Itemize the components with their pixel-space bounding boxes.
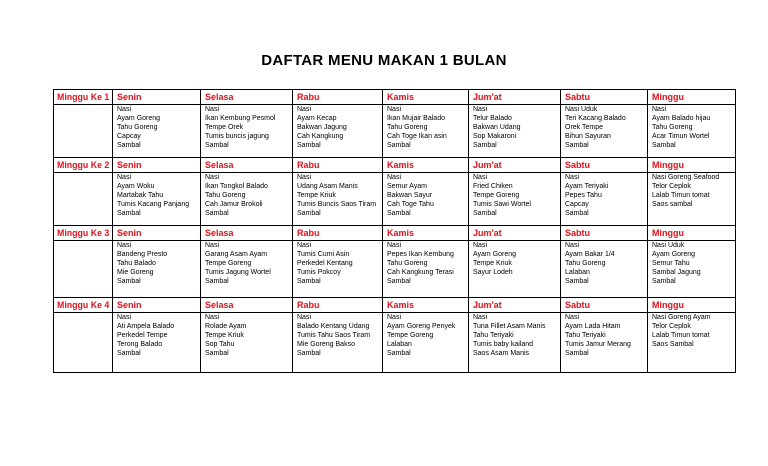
week-header-row — [54, 298, 736, 313]
menu-item: Cah Toge Ikan asin — [387, 132, 447, 140]
menu-item: Nasi Uduk — [652, 242, 685, 249]
menu-item: Sambal — [205, 141, 229, 149]
day-header: Rabu — [293, 226, 383, 241]
menu-cell — [383, 241, 469, 298]
menu-item: Telor Ceplok — [652, 322, 691, 330]
menu-item: Bakwan Udang — [473, 123, 521, 131]
menu-item: Sambal — [387, 141, 411, 149]
menu-item: Tahu Goreng — [387, 123, 428, 131]
menu-item: Tahu Goreng — [387, 259, 428, 267]
menu-item: Sop Makaroni — [473, 132, 517, 140]
menu-item: Sambal Jagung — [652, 268, 701, 276]
menu-item: Tahu Teriyaki — [473, 331, 514, 339]
menu-cell — [561, 105, 648, 158]
day-header: Sabtu — [561, 90, 648, 105]
menu-item: Tumis Kacang Panjang — [117, 200, 190, 208]
menu-item: Saos Asam Manis — [473, 349, 530, 357]
day-header: Jum'at — [469, 158, 561, 173]
menu-cell — [383, 313, 469, 373]
menu-item: Sambal — [117, 209, 141, 217]
menu-item: Ayam Goreng Penyek — [387, 322, 456, 330]
menu-item: Sambal — [117, 349, 141, 357]
menu-item: Sambal — [117, 141, 141, 149]
page-title: DAFTAR MENU MAKAN 1 BULAN — [261, 52, 507, 69]
menu-item: Sambal — [473, 209, 497, 217]
menu-item: Ayam Kecap — [297, 114, 337, 122]
menu-item: Capcay — [565, 200, 589, 208]
menu-item: Tumis baby kailand — [473, 340, 534, 348]
menu-item: Tumis buncis jagung — [205, 132, 269, 140]
menu-item: Nasi Goreng Seafood — [652, 174, 720, 181]
menu-cell — [648, 241, 736, 298]
menu-item: Sambal — [565, 141, 589, 149]
day-header: Senin — [113, 158, 201, 173]
week-header-row — [54, 158, 736, 173]
menu-item: Sayur Lodeh — [473, 268, 513, 276]
menu-item: Tempe Kriuk — [205, 331, 244, 339]
menu-item: Cah Kangkung Terasi — [387, 268, 454, 276]
menu-item: Telur Balado — [473, 114, 512, 122]
day-header: Minggu — [648, 158, 736, 173]
menu-item: Tahu Goreng — [565, 259, 606, 267]
menu-table — [53, 89, 736, 373]
menu-cell — [648, 105, 736, 158]
menu-item: Nasi Goreng Ayam — [652, 314, 711, 321]
menu-item: Lalaban — [387, 340, 412, 348]
menu-item: Nasi — [473, 174, 488, 181]
menu-item: Nasi — [205, 174, 220, 181]
menu-item: Balado Kentang Udang — [297, 322, 370, 330]
menu-item: Sop Tahu — [205, 340, 235, 348]
menu-cell — [561, 313, 648, 373]
menu-item: Sambal — [117, 277, 141, 285]
menu-item: Ayam Lada Hitam — [565, 322, 621, 330]
menu-item: Ati Ampela Balado — [117, 322, 175, 330]
menu-item: Sambal — [565, 209, 589, 217]
menu-item: Tempe Kriuk — [473, 259, 512, 267]
day-header: Kamis — [383, 90, 469, 105]
menu-item: Nasi — [387, 242, 402, 249]
menu-item: Lalab Timun tomat — [652, 191, 710, 199]
day-header: Jum'at — [469, 298, 561, 313]
menu-cell — [113, 173, 201, 226]
menu-item: Capcay — [117, 132, 141, 140]
week-header-row — [54, 90, 736, 105]
menu-item: Tahu Goreng — [117, 123, 158, 131]
day-header: Senin — [113, 226, 201, 241]
menu-item: Nasi — [117, 314, 132, 321]
menu-item: Nasi — [473, 314, 488, 321]
menu-cell — [113, 241, 201, 298]
week-label: Minggu Ke 4 — [54, 298, 113, 313]
menu-cell — [293, 105, 383, 158]
menu-item: Bakwan Sayur — [387, 191, 433, 199]
menu-item: Tahu Balado — [117, 259, 156, 267]
menu-cell — [383, 173, 469, 226]
menu-item: Tahu Teriyaki — [565, 331, 606, 339]
menu-cell — [293, 313, 383, 373]
menu-items-row — [54, 313, 736, 373]
day-header: Kamis — [383, 298, 469, 313]
menu-item: Tumis Sawi Wortel — [473, 200, 531, 208]
menu-item: Bihun Sayuran — [565, 132, 611, 140]
menu-item: Acar Timun Wortel — [652, 132, 710, 140]
menu-item: Nasi — [387, 106, 402, 113]
menu-item: Martabak Tahu — [117, 191, 164, 199]
menu-item: Tempe Goreng — [473, 191, 520, 199]
menu-item: Perkedel Kentang — [297, 259, 353, 267]
empty-cell — [54, 105, 113, 158]
menu-item: Ayam Woku — [117, 182, 155, 190]
menu-item: Ayam Teriyaki — [565, 182, 609, 190]
menu-item: Nasi Uduk — [565, 106, 598, 113]
menu-items-row — [54, 241, 736, 298]
menu-item: Sambal — [297, 141, 321, 149]
menu-item: Ikan Mujair Balado — [387, 114, 445, 122]
menu-item: Nasi — [473, 242, 488, 249]
menu-item: Sambal — [205, 277, 229, 285]
menu-item: Ayam Bakar 1/4 — [565, 250, 615, 258]
day-header: Senin — [113, 90, 201, 105]
menu-item: Tuna Fillet Asam Manis — [473, 322, 546, 330]
menu-cell — [469, 105, 561, 158]
day-header: Rabu — [293, 158, 383, 173]
menu-item: Fried Chiken — [473, 182, 513, 190]
menu-item: Cah Toge Tahu — [387, 200, 434, 208]
day-header: Rabu — [293, 90, 383, 105]
menu-item: Teri Kacang Balado — [565, 114, 626, 122]
menu-item: Sambal — [387, 349, 411, 357]
menu-item: Lalaban — [565, 268, 590, 276]
menu-item: Nasi — [117, 242, 132, 249]
menu-item: Nasi — [297, 174, 312, 181]
week-label: Minggu Ke 3 — [54, 226, 113, 241]
day-header: Sabtu — [561, 158, 648, 173]
day-header: Sabtu — [561, 298, 648, 313]
day-header: Selasa — [201, 90, 293, 105]
menu-item: Sambal — [297, 209, 321, 217]
menu-cell — [648, 173, 736, 226]
day-header: Rabu — [293, 298, 383, 313]
day-header: Selasa — [201, 298, 293, 313]
week-label: Minggu Ke 2 — [54, 158, 113, 173]
menu-item: Sambal — [652, 141, 676, 149]
menu-item: Sambal — [565, 349, 589, 357]
menu-item: Tumis Buncis Saos Tiram — [297, 200, 377, 208]
menu-item: Terong Balado — [117, 340, 163, 348]
menu-cell — [561, 241, 648, 298]
menu-item: Nasi — [117, 174, 132, 181]
day-header: Minggu — [648, 226, 736, 241]
menu-item: Bakwan Jagung — [297, 123, 347, 131]
menu-item: Nasi — [473, 106, 488, 113]
menu-cell — [201, 241, 293, 298]
menu-item: Bandeng Presto — [117, 250, 168, 258]
menu-item: Saos sambal — [652, 200, 693, 208]
menu-cell — [383, 105, 469, 158]
menu-cell — [293, 241, 383, 298]
menu-item: Pepes Tahu — [565, 191, 602, 199]
menu-item: Sambal — [565, 277, 589, 285]
menu-item: Tumis Jagung Wortel — [205, 268, 271, 276]
menu-item: Nasi — [652, 106, 667, 113]
menu-item: Nasi — [297, 106, 312, 113]
week-label: Minggu Ke 1 — [54, 90, 113, 105]
day-header: Kamis — [383, 158, 469, 173]
menu-item: Pepes Ikan Kembung — [387, 250, 454, 258]
menu-cell — [469, 241, 561, 298]
menu-item: Cah Jamur Brokoli — [205, 200, 263, 208]
menu-items-row — [54, 173, 736, 226]
menu-item: Orek Tempe — [565, 123, 603, 131]
menu-item: Ikan Kembung Pesmol — [205, 114, 276, 122]
menu-item: Nasi — [205, 242, 220, 249]
menu-item: Tahu Goreng — [205, 191, 246, 199]
menu-item: Nasi — [565, 242, 580, 249]
day-header: Sabtu — [561, 226, 648, 241]
day-header: Minggu — [648, 90, 736, 105]
menu-item: Ayam Goreng — [652, 250, 696, 258]
menu-item: Sambal — [205, 349, 229, 357]
week-header-row — [54, 226, 736, 241]
menu-item: Nasi — [565, 174, 580, 181]
menu-item: Ayam Goreng — [117, 114, 161, 122]
menu-items-row — [54, 105, 736, 158]
day-header: Selasa — [201, 226, 293, 241]
menu-item: Semur Ayam — [387, 182, 427, 190]
menu-item: Sambal — [297, 277, 321, 285]
menu-item: Perkedel Tempe — [117, 331, 168, 339]
menu-item: Nasi — [205, 314, 220, 321]
menu-item: Sambal — [387, 277, 411, 285]
menu-item: Tumis Jamur Merang — [565, 340, 631, 348]
menu-item: Mie Goreng Bakso — [297, 340, 355, 348]
menu-item: Garang Asam Ayam — [205, 250, 268, 258]
menu-item: Tumis Pokcoy — [297, 268, 341, 276]
menu-item: Lalab Timun tomat — [652, 331, 710, 339]
menu-item: Sambal — [297, 349, 321, 357]
menu-item: Nasi — [387, 174, 402, 181]
menu-item: Nasi — [297, 314, 312, 321]
menu-cell — [648, 313, 736, 373]
day-header: Minggu — [648, 298, 736, 313]
menu-cell — [201, 105, 293, 158]
menu-item: Nasi — [205, 106, 220, 113]
menu-item: Ayam Balado hijau — [652, 114, 711, 122]
menu-item: Tahu Goreng — [652, 123, 693, 131]
menu-item: Semur Tahu — [652, 259, 690, 267]
menu-item: Sambal — [205, 209, 229, 217]
menu-item: Tumis Cumi Asin — [297, 250, 350, 258]
empty-cell — [54, 173, 113, 226]
menu-cell — [561, 173, 648, 226]
menu-item: Tempe Goreng — [205, 259, 252, 267]
menu-cell — [113, 313, 201, 373]
menu-item: Tempe Goreng — [387, 331, 434, 339]
menu-cell — [469, 313, 561, 373]
menu-item: Ayam Goreng — [473, 250, 517, 258]
menu-item: Sambal — [387, 209, 411, 217]
menu-item: Telor Ceplok — [652, 182, 691, 190]
day-header: Kamis — [383, 226, 469, 241]
menu-item: Sambal — [473, 141, 497, 149]
menu-item: Ikan Tongkol Balado — [205, 182, 268, 190]
menu-item: Nasi — [117, 106, 132, 113]
menu-item: Saos Sambal — [652, 340, 694, 348]
menu-item: Cah Kangkung — [297, 132, 344, 140]
day-header: Jum'at — [469, 90, 561, 105]
menu-table-body — [54, 90, 736, 373]
day-header: Selasa — [201, 158, 293, 173]
day-header: Jum'at — [469, 226, 561, 241]
menu-item: Tumis Tahu Saos Tiram — [297, 331, 371, 339]
menu-cell — [293, 173, 383, 226]
empty-cell — [54, 241, 113, 298]
empty-cell — [54, 313, 113, 373]
menu-item: Udang Asam Manis — [297, 182, 358, 190]
menu-item: Nasi — [565, 314, 580, 321]
menu-item: Tempe Kriuk — [297, 191, 336, 199]
menu-cell — [201, 173, 293, 226]
menu-item: Tempe Orek — [205, 123, 244, 131]
menu-cell — [113, 105, 201, 158]
menu-item: Rolade Ayam — [205, 322, 247, 330]
day-header: Senin — [113, 298, 201, 313]
menu-item: Nasi — [297, 242, 312, 249]
menu-item: Sambal — [652, 277, 676, 285]
menu-cell — [469, 173, 561, 226]
menu-item: Mie Goreng — [117, 268, 154, 276]
menu-item: Nasi — [387, 314, 402, 321]
menu-cell — [201, 313, 293, 373]
